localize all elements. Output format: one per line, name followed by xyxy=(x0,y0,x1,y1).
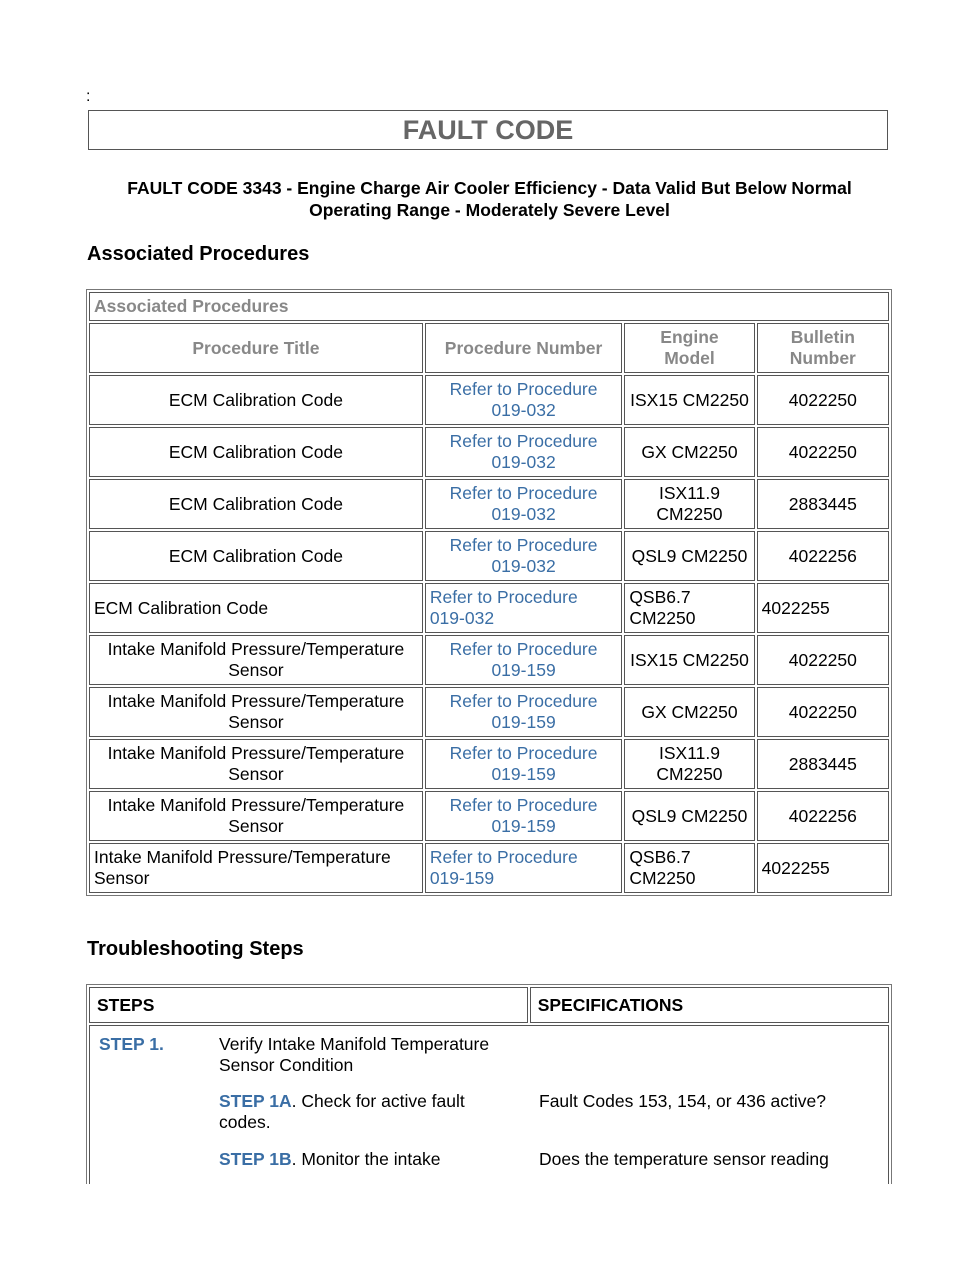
step-1-label[interactable]: STEP 1. xyxy=(99,1034,164,1054)
bulletin-number-cell: 4022250 xyxy=(757,375,889,425)
step-1a-text: . Check for active fault codes. xyxy=(219,1091,465,1132)
procedure-number-cell xyxy=(425,791,622,841)
step-1b-spec: Does the temperature sensor reading xyxy=(539,1149,829,1169)
colon-mark: : xyxy=(86,88,91,105)
procedure-number-cell xyxy=(425,427,622,477)
associated-procedures-heading: Associated Procedures xyxy=(87,243,310,265)
table-row xyxy=(89,583,889,633)
procedure-link-text[interactable]: Refer to Procedure xyxy=(449,379,598,399)
procedure-link-text[interactable]: Refer to Procedure xyxy=(449,431,598,451)
associated-procedures-table xyxy=(86,289,892,896)
bulletin-number-cell: 4022255 xyxy=(757,843,889,893)
step-1a-block xyxy=(219,1091,519,1133)
engine-model-cell: GX CM2250 xyxy=(624,687,754,737)
procedure-title-cell: ECM Calibration Code xyxy=(89,583,423,633)
procedure-number-cell xyxy=(425,531,622,581)
fault-code-banner xyxy=(88,110,888,150)
step-1-text: Verify Intake Manifold Temperature Sensor Condition xyxy=(219,1034,490,1075)
engine-model-cell: QSL9 CM2250 xyxy=(624,531,754,581)
procedure-link-text[interactable]: Refer to Procedure xyxy=(429,847,578,867)
bulletin-number-cell: 4022256 xyxy=(757,791,889,841)
bulletin-number-cell: 4022250 xyxy=(757,427,889,477)
procedure-link-number[interactable]: 019-159 xyxy=(491,712,556,732)
procedure-title-cell: ECM Calibration Code xyxy=(89,479,423,529)
procedure-link-text[interactable]: Refer to Procedure xyxy=(449,483,598,503)
procedure-number-cell xyxy=(425,375,622,425)
procedure-link[interactable] xyxy=(450,691,598,732)
procedure-link[interactable] xyxy=(450,483,598,524)
table-row xyxy=(89,375,889,425)
procedure-link[interactable] xyxy=(450,535,598,576)
procedure-link-number[interactable]: 019-159 xyxy=(491,660,556,680)
step-1b-label[interactable]: STEP 1B xyxy=(219,1149,292,1169)
procedure-title-cell: ECM Calibration Code xyxy=(89,531,423,581)
procedure-title-cell: Intake Manifold Pressure/Temperature Sensor xyxy=(89,635,423,685)
procedure-link[interactable] xyxy=(450,639,598,680)
bulletin-number-cell: 4022256 xyxy=(757,531,889,581)
engine-model-cell: GX CM2250 xyxy=(624,427,754,477)
step-1b-text: . Monitor the intake xyxy=(291,1149,441,1169)
troubleshooting-steps-heading: Troubleshooting Steps xyxy=(87,938,304,960)
procedure-link-number[interactable]: 019-032 xyxy=(491,504,556,524)
column-header-specifications: SPECIFICATIONS xyxy=(530,987,889,1023)
procedure-number-cell xyxy=(425,479,622,529)
procedure-link-number[interactable]: 019-159 xyxy=(429,868,495,888)
table-row xyxy=(89,427,889,477)
procedure-link[interactable] xyxy=(450,795,598,836)
column-header-procedure-number: Procedure Number xyxy=(425,323,622,373)
procedure-number-cell xyxy=(425,635,622,685)
steps-header-row xyxy=(89,987,889,1023)
procedure-number-cell xyxy=(425,739,622,789)
procedure-number-cell xyxy=(425,687,622,737)
engine-model-cell: QSB6.7 CM2250 xyxy=(624,583,754,633)
troubleshooting-table-viewport xyxy=(86,984,892,1184)
table-header-row xyxy=(89,323,889,373)
bulletin-number-cell: 4022255 xyxy=(757,583,889,633)
column-header-engine-model: Engine Model xyxy=(624,323,754,373)
procedure-link-text[interactable]: Refer to Procedure xyxy=(449,535,598,555)
bulletin-number-cell: 2883445 xyxy=(757,479,889,529)
step-1a-spec: Fault Codes 153, 154, or 436 active? xyxy=(539,1091,826,1111)
table-row xyxy=(89,739,889,789)
bulletin-number-cell: 4022250 xyxy=(757,687,889,737)
step-1b-block xyxy=(219,1149,519,1170)
table-row xyxy=(89,479,889,529)
bulletin-number-cell: 2883445 xyxy=(757,739,889,789)
troubleshooting-steps-table xyxy=(86,984,892,1184)
fault-code-banner-title: FAULT CODE xyxy=(402,114,574,145)
step-1a-label[interactable]: STEP 1A xyxy=(219,1091,292,1111)
procedure-title-cell: Intake Manifold Pressure/Temperature Sensor xyxy=(89,843,423,893)
procedure-title-cell: Intake Manifold Pressure/Temperature Sensor xyxy=(89,791,423,841)
column-header-steps: STEPS xyxy=(89,987,528,1023)
step-1-cell xyxy=(89,1025,889,1184)
procedure-link-number[interactable]: 019-159 xyxy=(491,816,556,836)
step-1-row xyxy=(89,1025,889,1184)
table-row xyxy=(89,635,889,685)
engine-model-cell: ISX11.9 CM2250 xyxy=(624,739,754,789)
procedure-number-cell xyxy=(425,583,622,633)
procedure-title-cell: Intake Manifold Pressure/Temperature Sensor xyxy=(89,739,423,789)
procedure-title-cell: ECM Calibration Code xyxy=(89,427,423,477)
procedure-link-number[interactable]: 019-032 xyxy=(491,452,556,472)
bulletin-number-cell: 4022250 xyxy=(757,635,889,685)
procedure-title-cell: ECM Calibration Code xyxy=(89,375,423,425)
procedure-link-number[interactable]: 019-032 xyxy=(429,608,495,628)
table-caption: Associated Procedures xyxy=(89,292,889,321)
procedure-link[interactable] xyxy=(450,379,598,420)
procedure-link-number[interactable]: 019-032 xyxy=(491,400,556,420)
engine-model-cell: QSL9 CM2250 xyxy=(624,791,754,841)
procedure-link-text[interactable]: Refer to Procedure xyxy=(449,743,598,763)
procedure-link-text[interactable]: Refer to Procedure xyxy=(449,639,598,659)
engine-model-cell: ISX15 CM2250 xyxy=(624,635,754,685)
table-row xyxy=(89,791,889,841)
column-header-bulletin-number: Bulletin Number xyxy=(757,323,889,373)
procedure-link-text[interactable]: Refer to Procedure xyxy=(429,587,578,607)
procedure-number-cell xyxy=(425,843,622,893)
engine-model-cell: ISX11.9 CM2250 xyxy=(624,479,754,529)
procedure-title-cell: Intake Manifold Pressure/Temperature Sensor xyxy=(89,687,423,737)
engine-model-cell: ISX15 CM2250 xyxy=(624,375,754,425)
procedure-link[interactable] xyxy=(430,847,578,888)
procedure-link[interactable] xyxy=(450,743,598,784)
procedure-link-number[interactable]: 019-159 xyxy=(491,764,556,784)
procedure-link[interactable] xyxy=(430,587,578,628)
table-row xyxy=(89,531,889,581)
table-row xyxy=(89,843,889,893)
procedure-link-text[interactable]: Refer to Procedure xyxy=(449,691,598,711)
procedure-link-text[interactable]: Refer to Procedure xyxy=(449,795,598,815)
table-row xyxy=(89,687,889,737)
column-header-procedure-title: Procedure Title xyxy=(89,323,423,373)
engine-model-cell: QSB6.7 CM2250 xyxy=(624,843,754,893)
table-caption-row xyxy=(89,292,889,321)
fault-code-title: FAULT CODE 3343 - Engine Charge Air Cooler Efficiency - Data Valid But Below Normal Operating Range - Moderately Severe Level xyxy=(127,178,852,220)
procedure-link[interactable] xyxy=(450,431,598,472)
procedure-link-number[interactable]: 019-032 xyxy=(491,556,556,576)
